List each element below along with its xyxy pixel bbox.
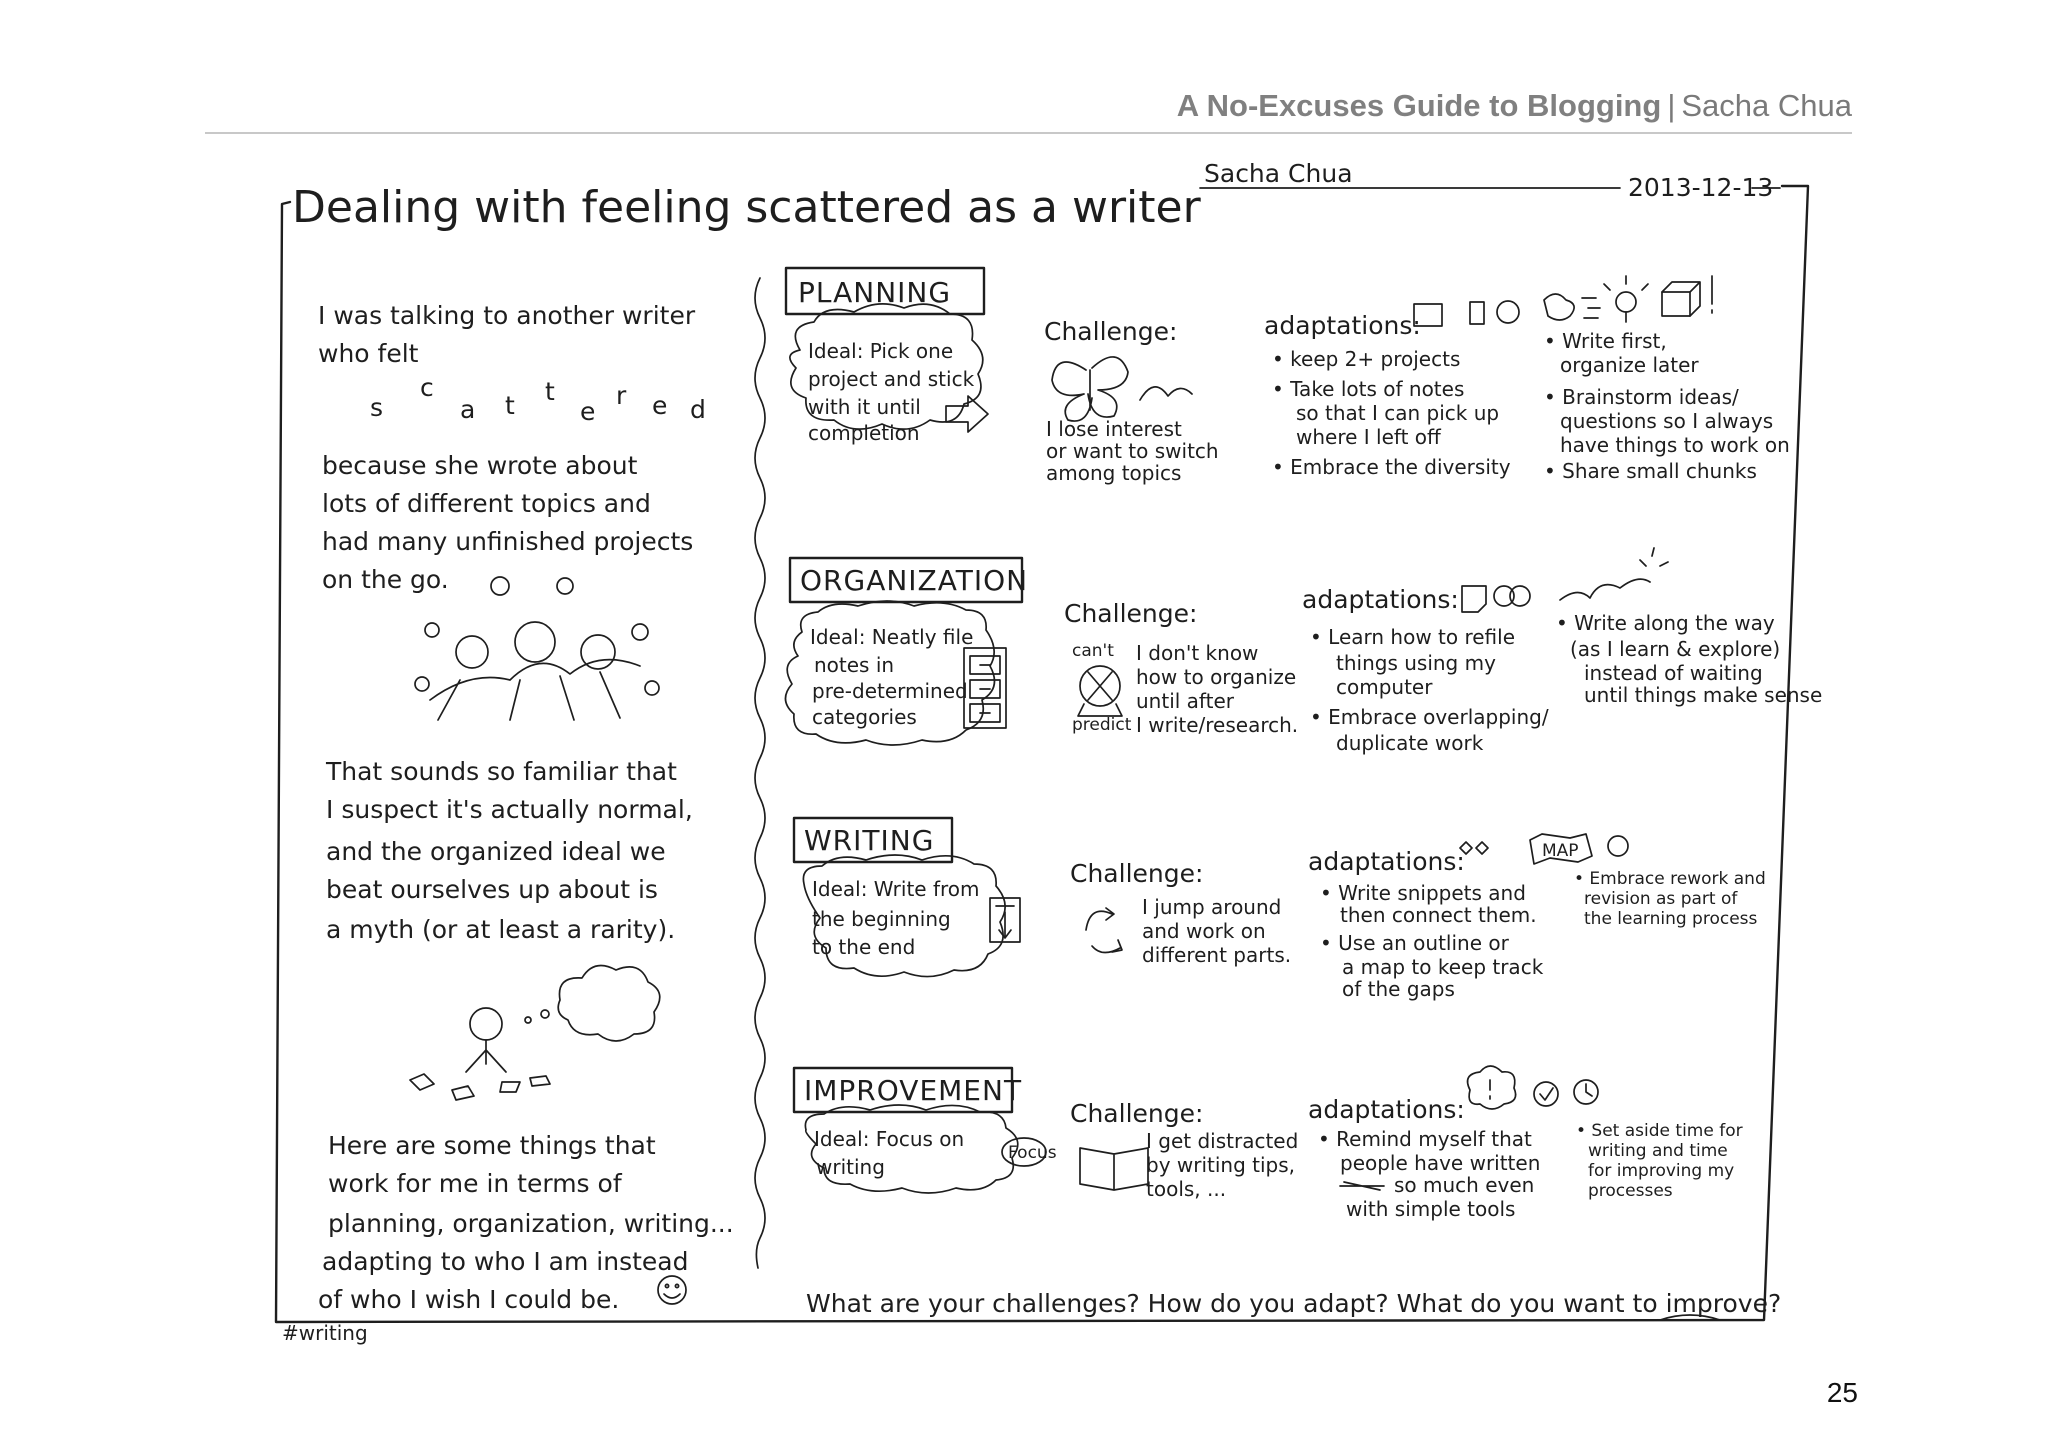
adaptations-label: adaptations:: [1264, 311, 1421, 340]
adaptation-item: • Share small chunks: [1544, 459, 1757, 483]
section-heading: WRITING: [804, 824, 935, 857]
challenge-line: I lose interest: [1046, 417, 1182, 441]
adaptation-item: so that I can pick up: [1296, 401, 1500, 425]
closing-line: planning, organization, writing...: [328, 1209, 734, 1238]
challenge-line: and work on: [1142, 919, 1266, 943]
focus-label: Focus: [1008, 1143, 1057, 1163]
adaptations-label: adaptations:: [1308, 1095, 1465, 1124]
adaptation-item: • Brainstorm ideas/: [1544, 385, 1739, 409]
ideal-line: the beginning: [812, 907, 951, 931]
jumping-arrows-icon: [1086, 908, 1122, 953]
adaptation-item: • Embrace overlapping/: [1310, 705, 1549, 729]
reflection-line: a myth (or at least a rarity).: [326, 915, 676, 944]
header-separator: |: [1667, 88, 1676, 123]
adaptation-item: • keep 2+ projects: [1272, 347, 1461, 371]
adaptation-item: duplicate work: [1336, 731, 1484, 755]
crystal-ball-caption: predict: [1072, 715, 1132, 735]
adaptation-item: with simple tools: [1346, 1197, 1516, 1221]
ideal-line: Ideal: Write from: [812, 877, 980, 901]
challenge-line: by writing tips,: [1146, 1153, 1296, 1177]
adaptation-item: questions so I always: [1560, 409, 1774, 433]
writers-doodle: [415, 577, 659, 720]
adaptation-item: processes: [1588, 1181, 1673, 1201]
adaptation-doodles: [1468, 1066, 1598, 1109]
scattered-letter: a: [460, 395, 476, 424]
section-organization: [785, 548, 1822, 755]
adaptation-item: • Learn how to refile: [1310, 625, 1516, 649]
intro-line: lots of different topics and: [322, 489, 651, 518]
intro-line: I was talking to another writer: [318, 301, 696, 330]
challenge-line: among topics: [1046, 461, 1182, 485]
arrow-right-icon: [946, 396, 988, 432]
section-heading: IMPROVEMENT: [804, 1074, 1023, 1107]
section-heading: PLANNING: [798, 276, 952, 309]
adaptation-item: • Write along the way: [1556, 611, 1775, 635]
ideal-line: Ideal: Pick one: [808, 339, 954, 363]
ideal-line: completion: [808, 421, 920, 445]
scattered-letter: t: [505, 391, 515, 420]
sketch-date: 2013-12-13: [1628, 173, 1774, 202]
reflection-line: I suspect it's actually normal,: [326, 795, 693, 824]
ideal-line: writing: [816, 1155, 885, 1179]
scattered-letter: s: [370, 393, 384, 422]
crystal-ball-icon: [1078, 666, 1122, 716]
challenge-line: I write/research.: [1136, 713, 1299, 737]
closing-text: [318, 1131, 734, 1314]
closing-line: of who I wish I could be.: [318, 1285, 620, 1314]
section-improvement: [794, 1066, 1743, 1221]
intro-line: because she wrote about: [322, 451, 638, 480]
adaptation-item: organize later: [1560, 353, 1699, 377]
adaptation-item: • Set aside time for: [1576, 1121, 1743, 1141]
sketch-title: Dealing with feeling scattered as a writer: [292, 182, 1201, 233]
crystal-ball-caption: can't: [1072, 641, 1114, 661]
writing-tag: #writing: [282, 1321, 368, 1345]
ideal-line: notes in: [814, 653, 895, 677]
adaptations-label: adaptations:: [1308, 847, 1465, 876]
challenge-line: different parts.: [1142, 943, 1292, 967]
adaptation-doodles: [1414, 276, 1712, 326]
challenge-line: I don't know: [1136, 641, 1259, 665]
challenge-line: tools, ...: [1146, 1177, 1227, 1201]
scattered-word: [370, 373, 706, 426]
ideal-line: Ideal: Focus on: [814, 1127, 965, 1151]
column-divider: [755, 278, 765, 1268]
section-planning: [786, 268, 1790, 485]
map-label: MAP: [1542, 841, 1579, 861]
challenge-line: I get distracted: [1146, 1129, 1299, 1153]
challenge-label: Challenge:: [1064, 599, 1198, 628]
adaptation-item: (as I learn & explore): [1570, 637, 1781, 661]
reflection-line: That sounds so familiar that: [326, 757, 677, 786]
adaptation-item: people have written: [1340, 1151, 1541, 1175]
adaptation-item: computer: [1336, 675, 1433, 699]
adaptation-item: for improving my: [1588, 1161, 1735, 1181]
scattered-letter: e: [652, 391, 668, 420]
adaptation-item: where I left off: [1296, 425, 1441, 449]
adaptation-item: • Write first,: [1544, 329, 1667, 353]
adaptation-item: the learning process: [1584, 909, 1758, 929]
challenge-line: or want to switch: [1046, 439, 1219, 463]
adaptation-item: instead of waiting: [1584, 661, 1763, 685]
section-writing: [794, 818, 1766, 1001]
adaptation-item: a map to keep track: [1342, 955, 1544, 979]
closing-question: What are your challenges? How do you adapt? What do you want to improve?: [806, 1289, 1782, 1318]
intro-line: who felt: [318, 339, 419, 368]
scattered-letter: e: [580, 397, 596, 426]
intro-line: on the go.: [322, 565, 449, 594]
scattered-letter: c: [420, 373, 434, 402]
adaptation-item: then connect them.: [1340, 903, 1537, 927]
adaptation-item: writing and time: [1588, 1141, 1728, 1161]
adaptation-item: • Embrace rework and: [1574, 869, 1766, 889]
adaptations-label: adaptations:: [1302, 585, 1459, 614]
challenge-label: Challenge:: [1070, 859, 1204, 888]
closing-line: work for me in terms of: [328, 1169, 622, 1198]
header-author: Sacha Chua: [1681, 88, 1852, 123]
butterfly-icon: [1052, 357, 1192, 421]
scattered-letter: d: [690, 395, 706, 424]
smiley-icon: [658, 1276, 686, 1304]
open-book-icon: [1080, 1148, 1148, 1190]
section-heading: ORGANIZATION: [800, 564, 1029, 597]
adaptation-item: • Take lots of notes: [1272, 377, 1465, 401]
adaptation-item: so much even: [1394, 1173, 1535, 1197]
ideal-line: with it until: [808, 395, 921, 419]
reflection-text: [325, 757, 693, 944]
reflection-line: and the organized ideal we: [326, 837, 666, 866]
challenge-line: how to organize: [1136, 665, 1297, 689]
ideal-line: categories: [812, 705, 917, 729]
ideal-line: Ideal: Neatly file: [810, 625, 974, 649]
adaptation-item: of the gaps: [1342, 977, 1455, 1001]
adaptation-item: have things to work on: [1560, 433, 1790, 457]
challenge-line: I jump around: [1142, 895, 1282, 919]
scribbled-out-word: [1340, 1182, 1384, 1190]
adaptation-item: • Embrace the diversity: [1272, 455, 1511, 479]
scattered-letter: r: [616, 381, 627, 410]
reflection-line: beat ourselves up about is: [326, 875, 658, 904]
challenge-line: until after: [1136, 689, 1234, 713]
closing-line: adapting to who I am instead: [322, 1247, 689, 1276]
intro-text: [318, 301, 706, 594]
closing-line: Here are some things that: [328, 1131, 656, 1160]
book-title: A No-Excuses Guide to Blogging: [1176, 88, 1662, 123]
filing-cabinet-icon: [964, 648, 1006, 728]
ideal-line: pre-determined: [812, 679, 968, 703]
challenge-label: Challenge:: [1044, 317, 1178, 346]
adaptation-item: • Write snippets and: [1320, 881, 1526, 905]
challenge-label: Challenge:: [1070, 1099, 1204, 1128]
adaptation-item: • Use an outline or: [1320, 931, 1509, 955]
adaptation-item: • Remind myself that: [1318, 1127, 1532, 1151]
adaptation-doodles: [1462, 548, 1668, 612]
adaptation-item: until things make sense: [1584, 683, 1823, 707]
scattered-letter: t: [545, 377, 555, 406]
signature: Sacha Chua: [1204, 159, 1353, 188]
ideal-line: to the end: [812, 935, 916, 959]
page-number: 25: [1826, 1377, 1858, 1408]
adaptation-item: things using my: [1336, 651, 1496, 675]
intro-line: had many unfinished projects: [322, 527, 694, 556]
adaptation-item: revision as part of: [1584, 889, 1738, 909]
thinking-person-doodle: [410, 966, 660, 1101]
ideal-line: project and stick: [808, 367, 975, 391]
